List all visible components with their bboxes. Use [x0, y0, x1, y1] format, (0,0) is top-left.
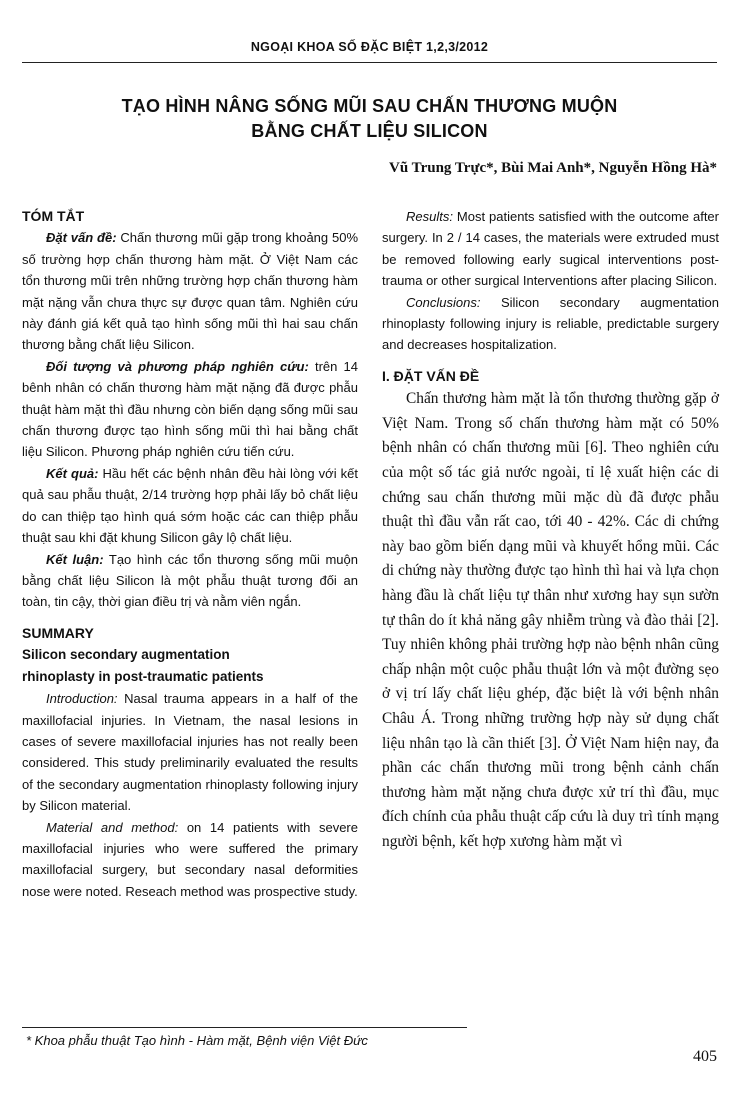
- summary-title-line-2: rhinoplasty in post-traumatic patients: [22, 669, 264, 685]
- abstract-conclusion-text: Tạo hình các tổn thương sống mũi muộn bằng chất liệu Silicon là một phẫu thuật tương đối an toàn, tin cậy, thời gian điều trị và nằm viên ngắn.: [22, 551, 358, 610]
- abstract-methods-label: Đối tượng và phương pháp nghiên cứu:: [46, 358, 309, 374]
- abstract-methods: [22, 356, 358, 463]
- right-column: [382, 206, 719, 855]
- abstract-methods-text: trên 14 bênh nhân có chấn thương hàm mặt nặng đã được phẫu thuật hàm mặt thì đầu nhưng còn biến dạng sống mũi sau chấn thương được tạo hình sống mũi thì hai bằng chất liệu Silicon. Phương pháp nghiên cứu tiến cứu.: [22, 358, 358, 460]
- summary-conclusions-text: Silicon secondary augmentation rhinoplasty following injury is reliable, predictable surgery and decreases hospitalization.: [382, 294, 719, 353]
- summary-title-line-1: Silicon secondary augmentation: [22, 647, 230, 663]
- spacer: [382, 356, 719, 366]
- article-title: [0, 94, 739, 144]
- summary-conclusions: [382, 292, 719, 356]
- spacer: [22, 613, 358, 623]
- summary-introduction-text: Nasal trauma appears in a half of the maxillofacial injuries. In Vietnam, the nasal lesions in cases of severe maxillofacial injuries has not really been considered. This study preliminarily evaluated the results of the secondary augmentation rhinoplasty following injury by Silicon material.: [22, 691, 358, 814]
- summary-method: [22, 817, 358, 903]
- abstract-results: [22, 463, 358, 549]
- abstract-background-label: Đặt vấn đề:: [46, 230, 117, 246]
- summary-introduction: [22, 688, 358, 816]
- abstract-results-label: Kết quả:: [46, 465, 99, 481]
- abstract-background-text: Chấn thương mũi gặp trong khoảng 50% số trường hợp chấn thương hàm mặt. Ở Việt Nam các tổn thương mũi trên những trường hợp chấn thương hàm mặt nặng vẫn chưa thực sự được quan tâm. Nghiên cứu này đánh giá kết quả tạo hình sống mũi thì hai sau chấn thương bằng chất liệu Silicon.: [22, 230, 359, 353]
- abstract-heading: TÓM TẮT: [22, 208, 85, 224]
- abstract-conclusion-label: Kết luận:: [46, 551, 104, 567]
- summary-conclusions-label: Conclusions:: [406, 294, 481, 310]
- summary-introduction-label: Introduction:: [46, 691, 118, 707]
- footnote: * Khoa phẫu thuật Tạo hình - Hàm mặt, Bệnh viện Việt Đức: [26, 1033, 368, 1048]
- summary-results-text: Most patients satisfied with the outcome after surgery. In 2 / 14 cases, the materials were extruded must be removed following early sugical interventions post-trauma or other surgical Interventions after placing Silicon.: [382, 209, 719, 289]
- abstract-results-text: Hầu hết các bệnh nhân đều hài lòng với kết quả sau phẫu thuật, 2/14 trường hợp phải lấy bỏ chất liệu do can thiệp tạo hình quá sớm hoặc các can thiệp phẫu thuật sau khi đặt khung Silicon gây lộ chất liệu.: [22, 465, 359, 546]
- abstract-conclusion: [22, 549, 358, 613]
- section-body: Chấn thương hàm mặt là tổn thương thường gặp ở Việt Nam. Trong số chấn thương hàm mặt có 50% bệnh nhân có chấn thương mũi [6]. Theo nghiên cứu của một số tác giả nước ngoài, tỉ lệ xuất hiện các di chứng sau chấn thương mũi mặc dù đã được phẫu thuật thì đầu vẫn rất cao, tới 40 - 42%. Các di chứng này bao gồm biến dạng mũi và khuyết hổng mũi. Các di chứng này thường được tạo hình thì hai và lựa chọn hàng đầu là chất liệu tự thân như xương hay sụn sườn tự thân do ít khả năng gây nhiễm trùng và đào thải [2]. Tuy nhiên không phải trường hợp nào bệnh nhân cũng chấp nhận một cuộc phẫu thuật lớn và một đường sẹo ở vị trí lấy chất liệu ghép, đặc biệt là với bệnh nhân Châu Á. Trong những trường hợp này sử dụng chất liệu nhân tạo là cần thiết [3]. Ở Việt Nam hiện nay, đa phần các chấn thương mũi trong bệnh cảnh chấn thương hàm mặt nặng chưa được xử trí thì đầu, mục đích chính của phẫu thuật cấp cứu là duy trì tính mạng người bệnh, kết hợp xương hàm mặt vì: [382, 390, 719, 850]
- title-line-2: BẰNG CHẤT LIỆU SILICON: [251, 121, 488, 141]
- section-heading: I. ĐẶT VẤN ĐỀ: [382, 367, 480, 384]
- left-column: [22, 206, 358, 902]
- summary-heading: SUMMARY: [22, 624, 94, 641]
- authors: Vũ Trung Trực*, Bùi Mai Anh*, Nguyễn Hồng Hà*: [389, 160, 717, 176]
- header-rule: [22, 62, 717, 63]
- summary-method-label: Material and method:: [46, 819, 179, 835]
- title-line-1: TẠO HÌNH NÂNG SỐNG MŨI SAU CHẤN THƯƠNG MUỘN: [121, 96, 618, 116]
- page-number: 405: [693, 1048, 717, 1065]
- summary-results: [382, 206, 719, 292]
- abstract-background: [22, 227, 358, 355]
- running-header: NGOẠI KHOA SỐ ĐẶC BIỆT 1,2,3/2012: [250, 40, 489, 54]
- summary-results-label: Results:: [406, 209, 453, 224]
- footnote-rule: [22, 1027, 467, 1028]
- summary-method-text: on 14 patients with severe maxillofacial injuries who were suffered the primary maxillofacial surgery, but secondary nasal deformities nose were noted. Reseach method was prospective study.: [22, 819, 358, 899]
